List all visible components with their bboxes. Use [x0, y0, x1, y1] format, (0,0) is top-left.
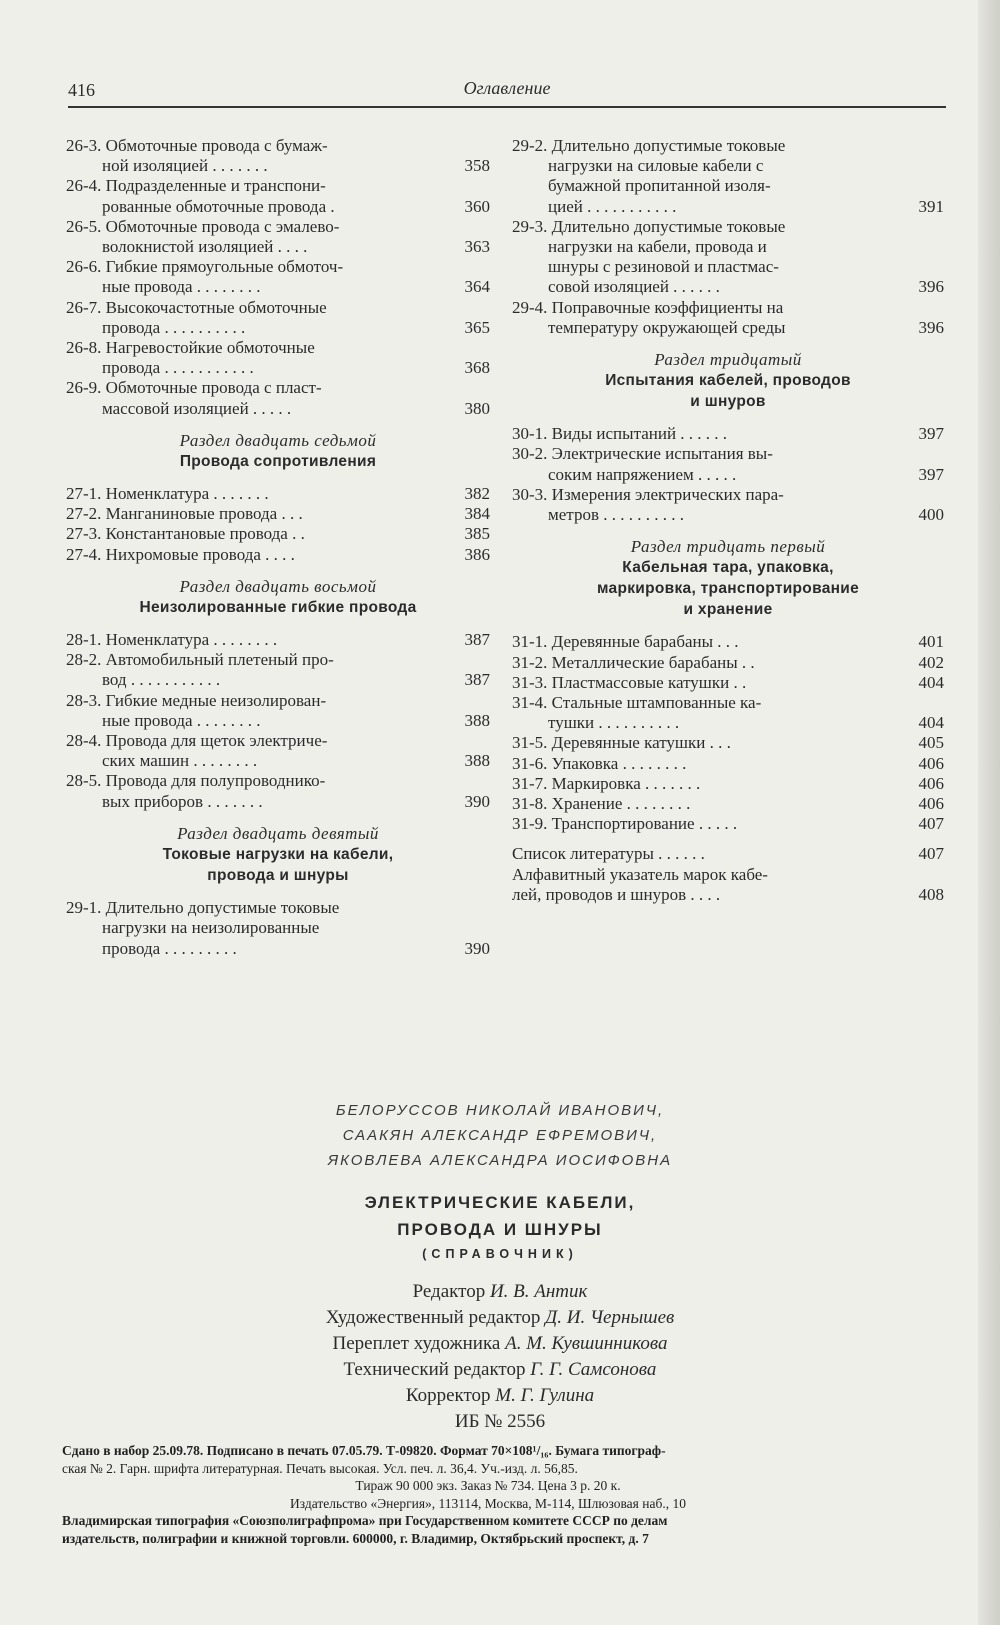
- toc-entry-line: 27-3. Константановые провода . .: [66, 524, 305, 544]
- toc-entry-line: провода . . . . . . . . . . .: [102, 358, 254, 378]
- toc-entry: [66, 691, 490, 731]
- toc-entry: [512, 865, 944, 905]
- toc-entry-line: массовой изоляцией . . . . .: [102, 398, 292, 418]
- toc-entry-line: вод . . . . . . . . . . .: [102, 670, 221, 690]
- toc-entry-line: совой изоляцией . . . . . .: [548, 277, 720, 297]
- running-title: Оглавление: [463, 78, 551, 98]
- toc-entry-line: 27-2. Манганиновые провода . . .: [66, 504, 303, 524]
- toc-entry: [512, 733, 944, 753]
- toc-page-number: 364: [464, 277, 490, 297]
- section-subtitle: Кабельная тара, упаковка,: [622, 559, 834, 577]
- toc-page-number: 408: [918, 884, 944, 904]
- toc-page-number: 358: [464, 156, 490, 176]
- toc-entry-line: нагрузки на неизолированные: [102, 918, 320, 938]
- toc-page-number: 407: [918, 814, 944, 834]
- section-subtitle: и шнуров: [690, 393, 766, 411]
- toc-page-number: 397: [918, 464, 944, 484]
- toc-entry-line: соким напряжением . . . . .: [548, 464, 737, 484]
- toc-entry-line: 31-4. Стальные штампованные ка-: [512, 693, 762, 713]
- toc-entry-line: провода . . . . . . . . . .: [102, 317, 246, 337]
- toc-page-number: 360: [464, 196, 490, 216]
- toc-entry: [512, 217, 944, 298]
- toc-entry-line: Алфавитный указатель марок кабе-: [512, 864, 768, 884]
- section-subtitle: Токовые нагрузки на кабели,: [162, 846, 394, 864]
- toc-entry: [512, 632, 944, 652]
- toc-entry-line: ные провода . . . . . . . .: [102, 710, 261, 730]
- section-heading: [66, 431, 490, 472]
- toc-entry-line: ских машин . . . . . . . .: [102, 751, 258, 771]
- authors: [0, 1098, 1000, 1173]
- credit-line: [0, 1279, 1000, 1305]
- section-title: Раздел двадцать восьмой: [179, 576, 377, 596]
- toc-entry: [66, 898, 490, 959]
- section-subtitle: Испытания кабелей, проводов: [605, 372, 851, 390]
- toc-entry-line: ной изоляцией . . . . . . .: [102, 156, 268, 176]
- toc-entry-line: 31-7. Маркировка . . . . . . .: [512, 773, 701, 793]
- toc-entry: [66, 484, 490, 504]
- credit-role: Художественный редактор: [325, 1307, 541, 1328]
- toc-page-number: 391: [918, 196, 944, 216]
- toc-entry-line: нагрузки на силовые кабели с: [548, 156, 764, 176]
- toc-page-number: 390: [464, 791, 490, 811]
- toc-entry: [66, 176, 490, 216]
- toc-entry-line: 30-2. Электрические испытания вы-: [512, 444, 773, 464]
- toc-page-number: 404: [918, 672, 944, 692]
- colophon-line: Владимирская типография «Союзполиграфпрома» при Государственном комитете СССР по делам: [62, 1513, 668, 1528]
- book-title: [0, 1189, 1000, 1243]
- colophon-line: издательств, полиграфии и книжной торговли. 600000, г. Владимир, Октябрьский проспект, д. 7: [62, 1530, 649, 1546]
- credit-role: Переплет художника: [332, 1333, 501, 1354]
- toc-entry: [512, 485, 944, 525]
- toc-entry: [512, 754, 944, 774]
- toc-entry-line: 31-5. Деревянные катушки . . .: [512, 733, 731, 753]
- toc-entry-line: 29-1. Длительно допустимые токовые: [66, 898, 340, 918]
- section-subtitle: Провода сопротивления: [179, 453, 377, 471]
- toc-entry-line: метров . . . . . . . . . .: [548, 505, 684, 525]
- toc-entry-line: 31-8. Хранение . . . . . . . .: [512, 794, 691, 814]
- credit-line: [0, 1331, 1000, 1357]
- book-title-line: ЭЛЕКТРИЧЕСКИЕ КАБЕЛИ,: [364, 1193, 636, 1212]
- toc-page-number: 397: [918, 424, 944, 444]
- toc-entry-line: 26-8. Нагревостойкие обмоточные: [66, 338, 315, 358]
- toc-entry-line: 28-5. Провода для полупроводнико-: [66, 771, 326, 791]
- toc-page-number: 402: [918, 652, 944, 672]
- credit-role: Корректор: [405, 1385, 491, 1406]
- section-subtitle: и хранение: [683, 601, 773, 619]
- toc-entry-line: 29-2. Длительно допустимые токовые: [512, 136, 786, 155]
- toc-entry-line: тушки . . . . . . . . . .: [548, 713, 680, 733]
- toc-page-number: 396: [918, 317, 944, 337]
- toc-entry-line: волокнистой изоляцией . . . .: [102, 237, 308, 257]
- toc-entry-line: 28-2. Автомобильный плетеный про-: [66, 650, 334, 670]
- toc-entry: [512, 794, 944, 814]
- toc-entry: [66, 731, 490, 771]
- toc-entry: [512, 844, 944, 864]
- section-title: Раздел тридцать первый: [630, 537, 826, 557]
- toc-entry: [512, 424, 944, 444]
- credit-line: [0, 1305, 1000, 1331]
- toc-entry-line: Список литературы . . . . . .: [512, 844, 705, 864]
- imprint-block: [0, 1098, 1000, 1435]
- toc-entry-line: 31-1. Деревянные барабаны . . .: [512, 632, 739, 652]
- toc-page-number: 380: [464, 398, 490, 418]
- section-subtitle: Неизолированные гибкие провода: [139, 599, 417, 617]
- toc-entry: [66, 650, 490, 690]
- section-heading: [66, 824, 490, 886]
- toc-entry-line: нагрузки на кабели, провода и: [548, 237, 767, 257]
- toc-page-number: 405: [918, 733, 944, 753]
- toc-entry: [66, 298, 490, 338]
- colophon-line: Сдано в набор 25.09.78. Подписано в печать 07.05.79. Т-09820. Формат 70×108¹/₁₆. Бумага типограф-: [62, 1443, 666, 1458]
- toc-page-number: 387: [464, 630, 490, 650]
- author-line: ЯКОВЛЕВА АЛЕКСАНДРА ИОСИФОВНА: [327, 1152, 673, 1169]
- toc-entry-line: бумажной пропитанной изоля-: [548, 176, 771, 196]
- toc-entry-line: 26-7. Высокочастотные обмоточные: [66, 297, 327, 317]
- toc-page-number: 407: [918, 844, 944, 864]
- toc-entry: [512, 653, 944, 673]
- toc-entry-line: 28-3. Гибкие медные неизолирован-: [66, 690, 327, 710]
- toc-entry-line: цией . . . . . . . . . . .: [548, 196, 677, 216]
- credit-name: М. Г. Гулина: [495, 1385, 595, 1406]
- toc-entry-line: 30-1. Виды испытаний . . . . . .: [512, 424, 728, 444]
- spacer: [512, 834, 944, 844]
- toc-page-number: 401: [918, 632, 944, 652]
- toc-entry-line: 31-6. Упаковка . . . . . . . .: [512, 753, 687, 773]
- toc-entry-line: 28-1. Номенклатура . . . . . . . .: [66, 630, 278, 650]
- toc-page-number: 388: [464, 751, 490, 771]
- colophon-line: Издательство «Энергия», 113114, Москва, М-114, Шлюзовая наб., 10: [290, 1495, 686, 1511]
- section-heading: [512, 350, 944, 412]
- toc-page-number: 404: [918, 713, 944, 733]
- toc-page-number: 385: [464, 524, 490, 544]
- colophon: [62, 1442, 914, 1547]
- toc-page-number: 406: [918, 794, 944, 814]
- toc-entry-line: 30-3. Измерения электрических пара-: [512, 484, 784, 504]
- toc-entry-line: 27-1. Номенклатура . . . . . . .: [66, 484, 269, 504]
- toc-entry: [66, 217, 490, 257]
- toc-entry-line: 26-9. Обмоточные провода с пласт-: [66, 378, 322, 398]
- toc-page-number: 363: [464, 237, 490, 257]
- colophon-line: ская № 2. Гарн. шрифта литературная. Печать высокая. Усл. печ. л. 36,4. Уч.-изд. л. 56,85.: [62, 1460, 578, 1476]
- toc-entry-line: 29-3. Длительно допустимые токовые: [512, 216, 786, 236]
- page-header: [68, 74, 946, 108]
- toc-entry-line: 31-2. Металлические барабаны . .: [512, 652, 755, 672]
- credit-name: И. В. Антик: [489, 1281, 588, 1302]
- book-subtitle: (СПРАВОЧНИК): [422, 1247, 578, 1261]
- toc-entry: [66, 378, 490, 418]
- toc-entry-line: 26-3. Обмоточные провода с бумаж-: [66, 136, 328, 155]
- toc-entry-line: 26-4. Подразделенные и транспони-: [66, 176, 326, 196]
- toc-left-column: [66, 136, 490, 959]
- toc-page-number: 365: [464, 317, 490, 337]
- toc-entry: [66, 504, 490, 524]
- credit-line: [0, 1383, 1000, 1409]
- toc-entry-line: шнуры с резиновой и пластмас-: [548, 257, 779, 277]
- toc-entry-line: 31-3. Пластмассовые катушки . .: [512, 672, 747, 692]
- book-title-line: ПРОВОДА И ШНУРЫ: [397, 1220, 603, 1239]
- toc-entry: [512, 673, 944, 693]
- toc-entry: [66, 338, 490, 378]
- toc-entry: [66, 771, 490, 811]
- section-title: Раздел двадцать девятый: [177, 823, 379, 843]
- section-heading: [512, 537, 944, 620]
- toc-entry-line: 26-6. Гибкие прямоугольные обмоточ-: [66, 257, 344, 277]
- credit-name: Г. Г. Самсонова: [530, 1359, 657, 1380]
- toc-entry-line: провода . . . . . . . . .: [102, 938, 237, 958]
- section-subtitle: маркировка, транспортирование: [596, 580, 860, 598]
- credit-name: Д. И. Чернышев: [545, 1307, 675, 1328]
- colophon-line: Тираж 90 000 экз. Заказ № 734. Цена 3 р. 20 к.: [355, 1478, 621, 1493]
- toc-entry: [66, 545, 490, 565]
- toc-entry-line: лей, проводов и шнуров . . . .: [512, 884, 721, 904]
- toc-page-number: 388: [464, 710, 490, 730]
- toc-entry-line: 26-5. Обмоточные провода с эмалево-: [66, 216, 340, 236]
- credit-role: Редактор: [412, 1281, 486, 1302]
- section-heading: [66, 577, 490, 618]
- toc-entry: [66, 136, 490, 176]
- toc-page-number: 400: [918, 505, 944, 525]
- toc-entry: [66, 524, 490, 544]
- toc-entry: [512, 774, 944, 794]
- toc-entry: [66, 257, 490, 297]
- toc-page-number: 406: [918, 753, 944, 773]
- ib-number: ИБ № 2556: [454, 1411, 546, 1432]
- toc-entry: [66, 630, 490, 650]
- toc-page-number: 387: [464, 670, 490, 690]
- credit-name: А. М. Кувшинникова: [505, 1333, 668, 1354]
- toc-page-number: 382: [464, 484, 490, 504]
- toc-page-number: 396: [918, 277, 944, 297]
- toc-entry: [512, 136, 944, 217]
- toc-entry-line: вых приборов . . . . . . .: [102, 791, 263, 811]
- toc-entry-line: 29-4. Поправочные коэффициенты на: [512, 297, 784, 317]
- toc-page-number: 386: [464, 544, 490, 564]
- section-title: Раздел тридцатый: [654, 350, 802, 370]
- author-line: СААКЯН АЛЕКСАНДР ЕФРЕМОВИЧ,: [342, 1127, 658, 1144]
- author-line: БЕЛОРУССОВ НИКОЛАЙ ИВАНОВИЧ,: [335, 1102, 665, 1119]
- toc-page-number: 368: [464, 358, 490, 378]
- toc-page-number: 406: [918, 773, 944, 793]
- toc-page-number: 384: [464, 504, 490, 524]
- toc-entry-line: 31-9. Транспортирование . . . . .: [512, 814, 738, 834]
- credit-role: Технический редактор: [343, 1359, 526, 1380]
- section-title: Раздел двадцать седьмой: [179, 430, 377, 450]
- toc-entry: [512, 693, 944, 733]
- toc-entry: [512, 298, 944, 338]
- toc-entry-line: ные провода . . . . . . . .: [102, 277, 261, 297]
- toc-entry: [512, 814, 944, 834]
- toc-entry-line: температуру окружающей среды: [548, 317, 786, 337]
- toc-page-number: 390: [464, 938, 490, 958]
- toc-entry-line: рованные обмоточные провода .: [102, 196, 335, 216]
- section-subtitle: провода и шнуры: [207, 867, 349, 885]
- toc-entry-line: 27-4. Нихромовые провода . . . .: [66, 544, 295, 564]
- credits: [0, 1279, 1000, 1409]
- toc-right-column: [512, 136, 944, 905]
- credit-line: [0, 1357, 1000, 1383]
- page-number: 416: [68, 80, 95, 100]
- toc-entry-line: 28-4. Провода для щеток электриче-: [66, 731, 328, 751]
- toc-entry: [512, 444, 944, 484]
